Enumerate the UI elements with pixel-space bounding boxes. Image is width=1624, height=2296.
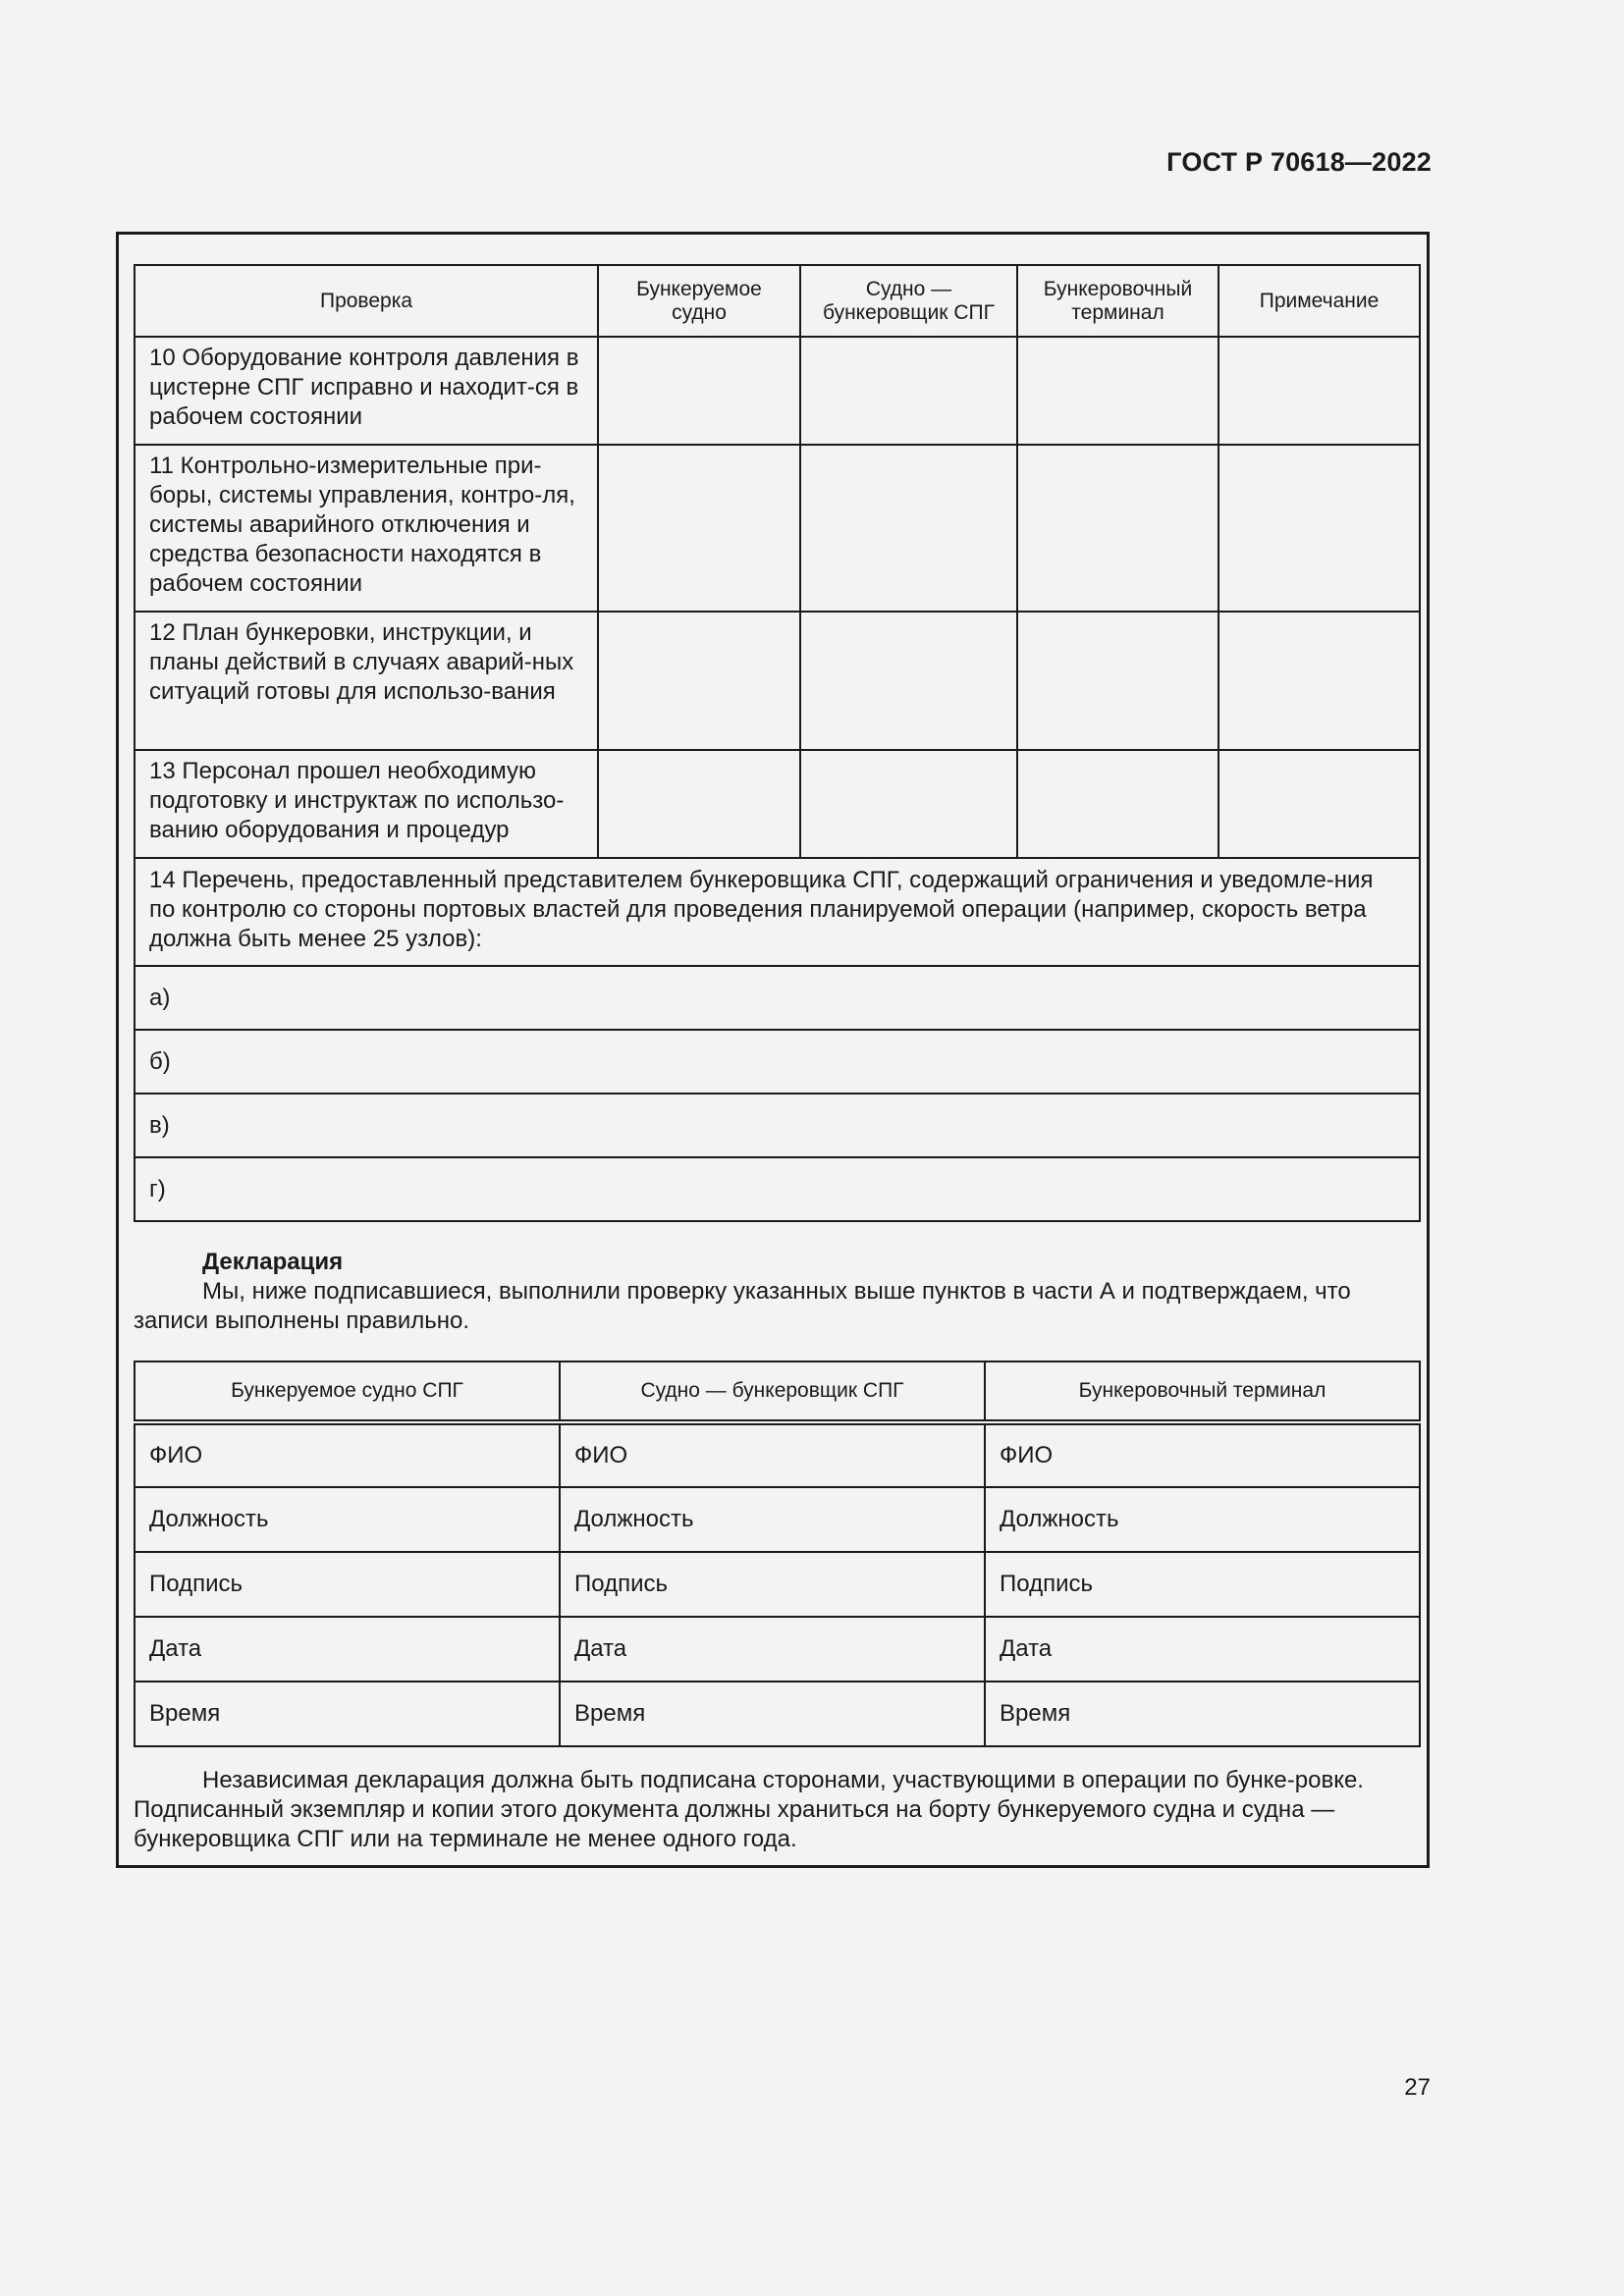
sub-item-row [135,1030,1420,1094]
check-item-text: 11 Контрольно-измерительные при-боры, системы управления, контро-ля, системы аварийного отключения и средства безопасности находятся в рабочем состоянии [135,445,598,612]
checklist-row [135,612,1420,750]
note-cell[interactable] [1218,445,1420,612]
time-field[interactable]: Время [560,1682,985,1746]
sub-item-g[interactable]: г) [135,1157,1420,1221]
name-field[interactable]: ФИО [135,1422,560,1487]
document-code: ГОСТ Р 70618—2022 [1166,147,1432,177]
time-field[interactable]: Время [985,1682,1420,1746]
checklist-header-row [135,265,1420,337]
declaration-text: Мы, ниже подписавшиеся, выполнили проверку указанных выше пунктов в части А и подтверждаем, что записи выполнены правильно. [134,1278,1351,1334]
sub-item-a[interactable]: а) [135,966,1420,1030]
bunker-vessel-cell[interactable] [800,750,1017,858]
sub-item-row [135,1094,1420,1157]
column-header-bunkered-ship-lng: Бункеруемое судно СПГ [135,1362,560,1422]
check-item-text: 10 Оборудование контроля давления в цистерне СПГ исправно и находит-ся в рабочем состоянии [135,337,598,445]
sub-item-b[interactable]: б) [135,1030,1420,1094]
column-header-note: Примечание [1218,265,1420,337]
name-field[interactable]: ФИО [985,1422,1420,1487]
position-field[interactable]: Должность [560,1487,985,1552]
item-14-text: 14 Перечень, предоставленный представителем бункеровщика СПГ, содержащий ограничения и уведомле-ния по контролю со стороны портовых властей для проведения планируемой операции (например, скорость ветра должна быть менее 25 узлов): [135,858,1420,966]
terminal-cell[interactable] [1017,750,1218,858]
signature-table [134,1361,1421,1747]
name-field[interactable]: ФИО [560,1422,985,1487]
terminal-cell[interactable] [1017,445,1218,612]
checklist-row [135,750,1420,858]
signature-field[interactable]: Подпись [985,1552,1420,1617]
bunkered-ship-cell[interactable] [598,337,800,445]
time-field[interactable]: Время [135,1682,560,1746]
signature-field[interactable]: Подпись [560,1552,985,1617]
note-cell[interactable] [1218,337,1420,445]
bunker-vessel-cell[interactable] [800,612,1017,750]
signature-row-position [135,1487,1420,1552]
column-header-bunker-vessel: Судно — бункеровщик СПГ [800,265,1017,337]
bunker-vessel-cell[interactable] [800,445,1017,612]
bunkered-ship-cell[interactable] [598,612,800,750]
terminal-cell[interactable] [1017,612,1218,750]
signature-row-name [135,1422,1420,1487]
checklist-row [135,445,1420,612]
date-field[interactable]: Дата [135,1617,560,1682]
form-frame [116,232,1430,1868]
column-header-bunkering-terminal: Бункеровочный терминал [985,1362,1420,1422]
checklist-table [134,264,1421,1222]
position-field[interactable]: Должность [135,1487,560,1552]
date-field[interactable]: Дата [985,1617,1420,1682]
terminal-cell[interactable] [1017,337,1218,445]
note-cell[interactable] [1218,750,1420,858]
column-header-bunkered-ship: Бункеруемое судно [598,265,800,337]
column-header-terminal: Бункеровочный терминал [1017,265,1218,337]
sub-item-row [135,966,1420,1030]
declaration-title: Декларация [202,1249,344,1275]
signature-header-row [135,1362,1420,1422]
checklist-row [135,337,1420,445]
signature-row-time [135,1682,1420,1746]
position-field[interactable]: Должность [985,1487,1420,1552]
date-field[interactable]: Дата [560,1617,985,1682]
note-cell[interactable] [1218,612,1420,750]
check-item-text: 13 Персонал прошел необходимую подготовку и инструктаж по использо-ванию оборудования и процедур [135,750,598,858]
column-header-bunker-vessel-lng: Судно — бункеровщик СПГ [560,1362,985,1422]
check-item-text: 12 План бункеровки, инструкции, и планы действий в случаях аварий-ных ситуаций готовы для использо-вания [135,612,598,750]
bunkered-ship-cell[interactable] [598,445,800,612]
item-14-row [135,858,1420,966]
footer-note: Независимая декларация должна быть подписана сторонами, участвующими в операции по бунке-ровке. Подписанный экземпляр и копии этого документа должны храниться на борту бункеруемого судна и судна — бункеровщика СПГ или на терминале не менее одного года. [134,1767,1364,1852]
bunkered-ship-cell[interactable] [598,750,800,858]
sub-item-row [135,1157,1420,1221]
sub-item-v[interactable]: в) [135,1094,1420,1157]
column-header-check: Проверка [135,265,598,337]
page-number: 27 [1404,2074,1431,2101]
signature-row-signature [135,1552,1420,1617]
signature-field[interactable]: Подпись [135,1552,560,1617]
signature-row-date [135,1617,1420,1682]
bunker-vessel-cell[interactable] [800,337,1017,445]
